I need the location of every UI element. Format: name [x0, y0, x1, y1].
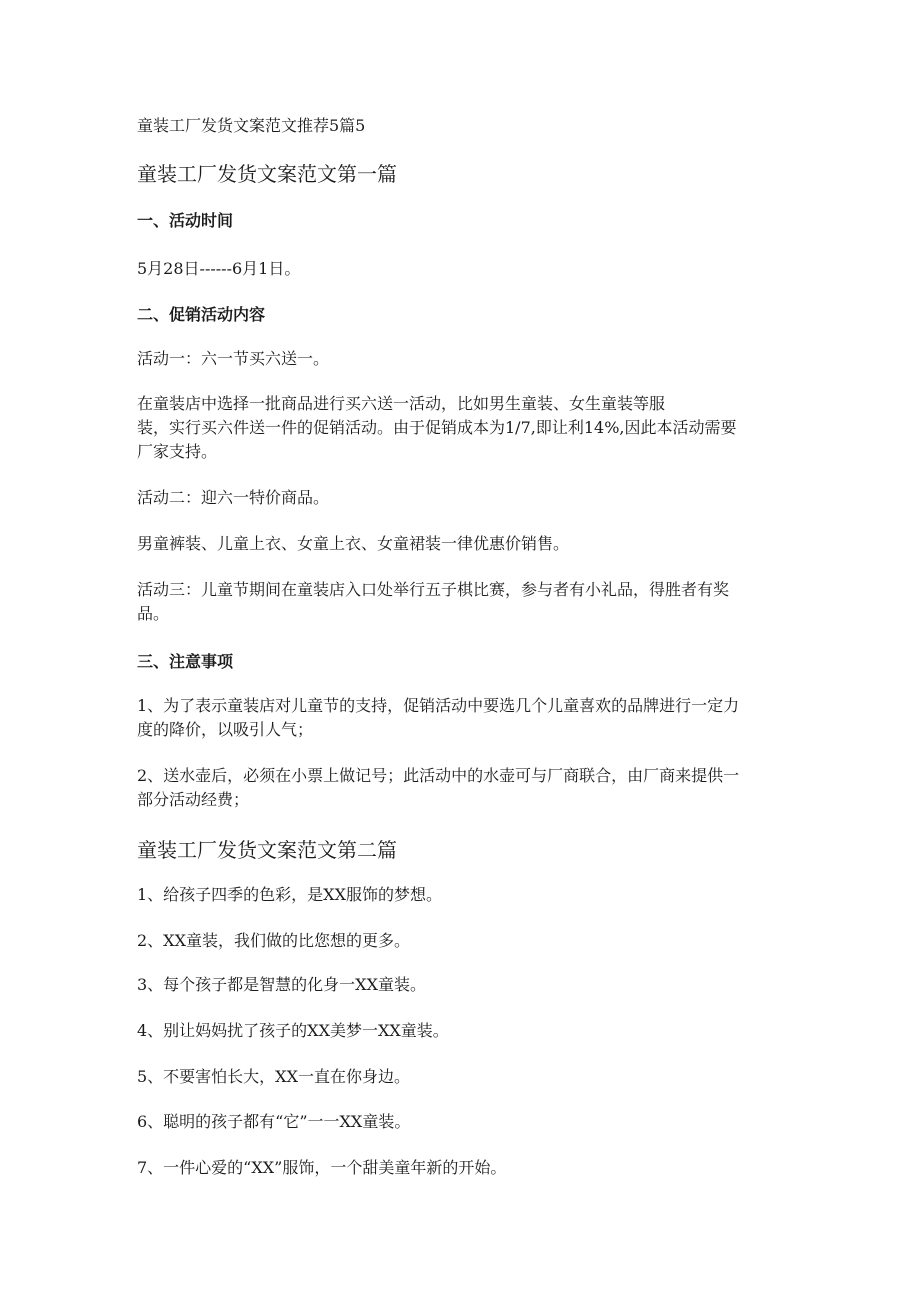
note-2-line: 2、送水壶后，必须在小票上做记号；此活动中的水壶可与厂商联合，由厂商来提供一	[137, 766, 740, 785]
part2-title: 童装工厂发货文案范文第二篇	[137, 838, 397, 862]
activity-3-line: 品。	[137, 604, 170, 623]
note-1-line: 度的降价，以吸引人气；	[137, 720, 314, 739]
activity-time-text: 5月28日------6月1日。	[137, 259, 301, 278]
activity-3-line: 活动三：儿童节期间在童装店入口处举行五子棋比赛，参与者有小礼品，得胜者有奖	[137, 580, 730, 599]
note-1-line: 1、为了表示童装店对儿童节的支持，促销活动中要选几个儿童喜欢的品牌进行一定力	[137, 696, 740, 715]
slogan-item: 1、给孩子四季的色彩，是XX服饰的梦想。	[137, 885, 442, 904]
note-1	[137, 694, 787, 742]
slogan-item: 3、每个孩子都是智慧的化身一XX童装。	[137, 975, 426, 994]
part1-title: 童装工厂发货文案范文第一篇	[137, 162, 397, 186]
heading-activity-time: 一、活动时间	[137, 211, 234, 230]
activity-1-title: 活动一：六一节买六送一。	[137, 349, 330, 368]
activity-1-desc-line: 装，实行买六件送一件的促销活动。由于促销成本为1/7,即让利14%,因此本活动需要	[137, 418, 737, 437]
document-title: 童装工厂发货文案范文推荐5篇5	[137, 116, 366, 135]
slogan-item: 7、一件心爱的“XX”服饰，一个甜美童年新的开始。	[137, 1158, 507, 1177]
activity-1-desc-line: 在童装店中选择一批商品进行买六送一活动，比如男生童装、女生童装等服	[137, 394, 666, 413]
activity-2-desc: 男童裤装、儿童上衣、女童上衣、女童裙装一律优惠价销售。	[137, 534, 570, 553]
slogan-item: 4、别让妈妈扰了孩子的XX美梦一XX童装。	[137, 1021, 449, 1040]
activity-1-desc	[137, 392, 787, 464]
activity-3-desc	[137, 578, 787, 626]
note-2	[137, 764, 787, 812]
slogan-item: 6、聪明的孩子都有“它”一一XX童装。	[137, 1112, 411, 1131]
heading-notes: 三、注意事项	[137, 652, 234, 671]
activity-1-desc-line: 厂家支持。	[137, 442, 218, 461]
slogan-item: 2、XX童装，我们做的比您想的更多。	[137, 931, 410, 950]
slogan-item: 5、不要害怕长大，XX一直在你身边。	[137, 1067, 410, 1086]
note-2-line: 部分活动经费；	[137, 790, 250, 809]
heading-promotion-content: 二、促销活动内容	[137, 305, 266, 324]
activity-2-title: 活动二：迎六一特价商品。	[137, 488, 330, 507]
